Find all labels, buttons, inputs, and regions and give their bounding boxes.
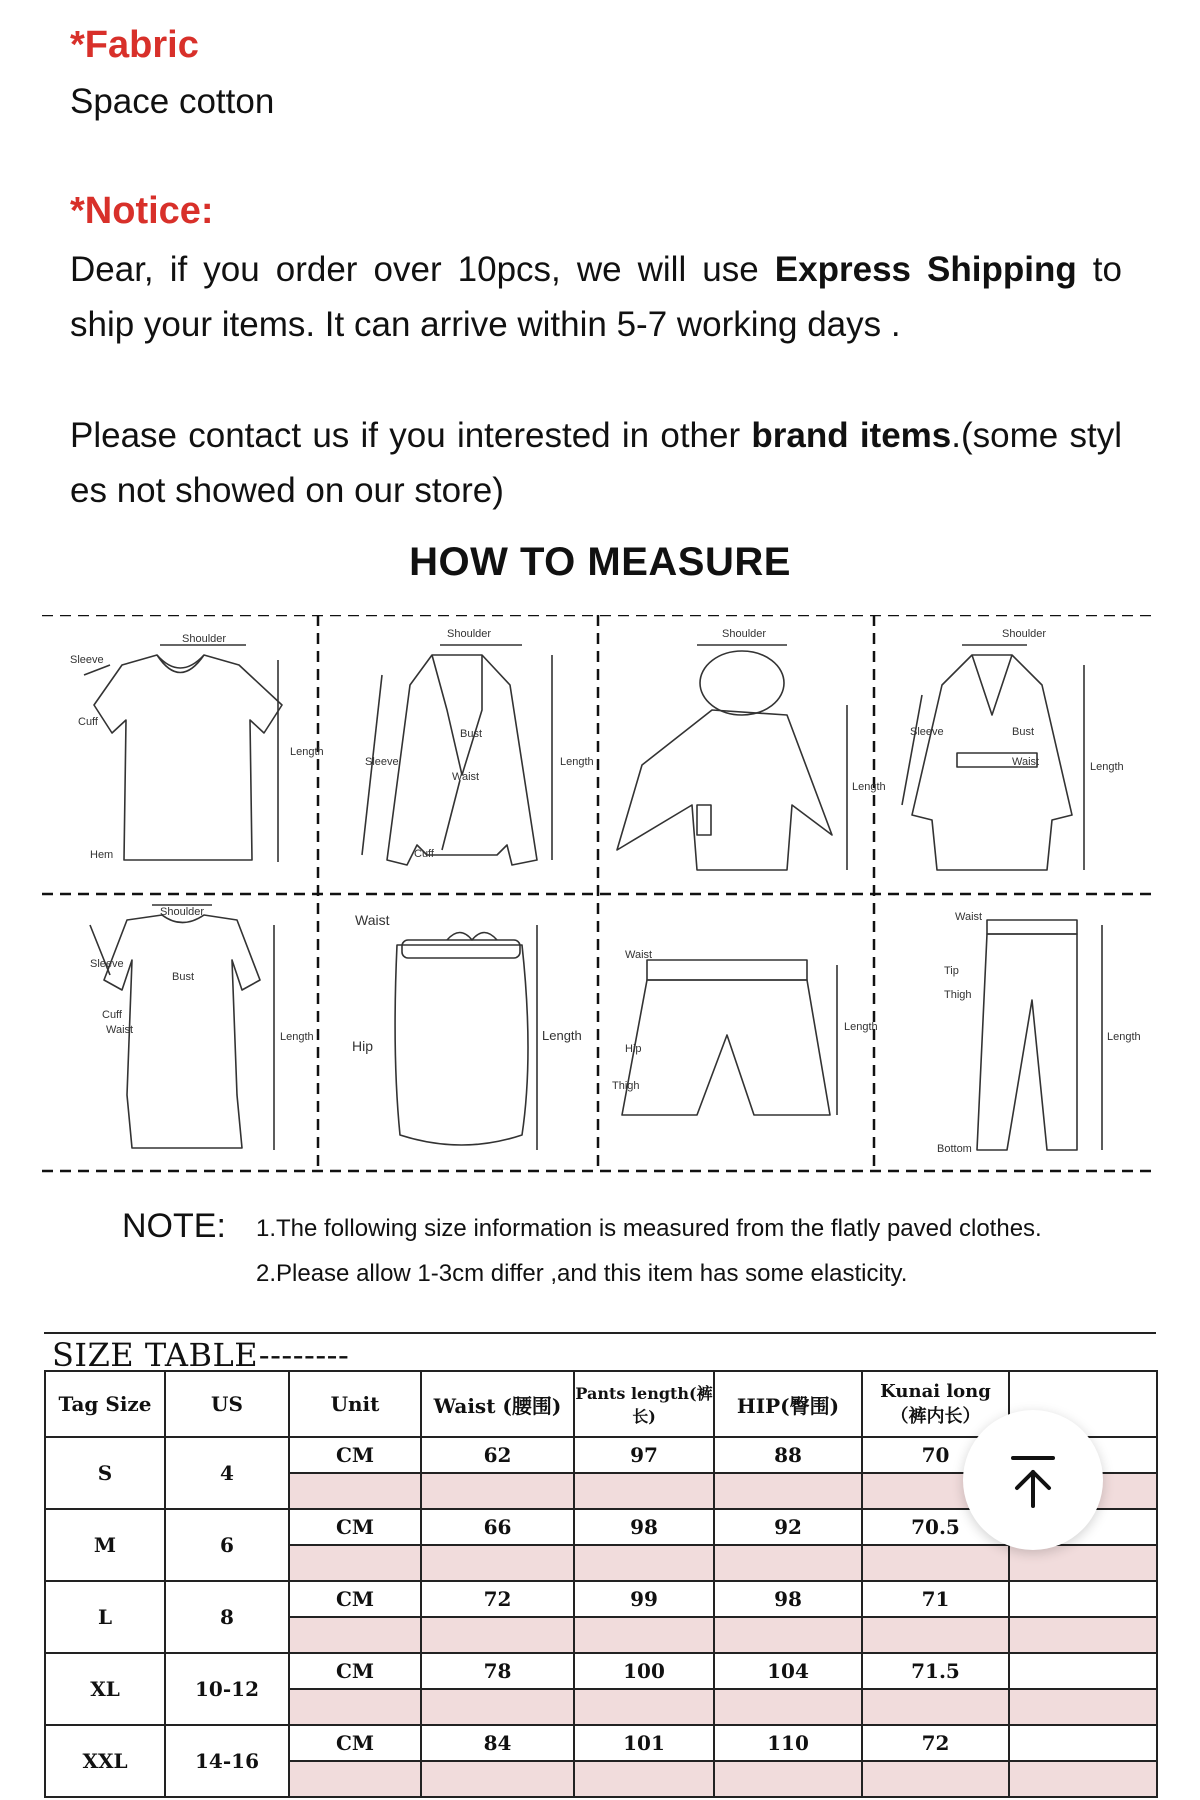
blazer-diagram: [362, 645, 552, 865]
header-unit: Unit: [289, 1371, 421, 1437]
belted-coat-diagram: [902, 645, 1084, 870]
table-row: [45, 1653, 1157, 1689]
fabric-value: Space cotton: [70, 82, 275, 121]
label-waist: Waist: [452, 771, 480, 783]
notice-line-1: Dear, if you order over 10pcs, we will use Express Shipping to: [70, 250, 1122, 289]
trousers-diagram: [977, 920, 1102, 1150]
cell-us: 6: [165, 1509, 289, 1581]
note-line-2: 2.Please allow 1-3cm differ ,and this item has some elasticity.: [256, 1260, 908, 1287]
cell-pants-length: 99: [574, 1581, 714, 1617]
label-length: Length: [280, 1031, 314, 1043]
cell-waist: 72: [421, 1581, 574, 1617]
label-shoulder: Shoulder: [722, 628, 767, 640]
label-length: Length: [1107, 1031, 1141, 1043]
label-hip: Hip: [352, 1038, 374, 1054]
cell-kunai: 70: [862, 1437, 1009, 1473]
how-to-measure-title: HOW TO MEASURE: [409, 540, 791, 584]
label-shoulder: Shoulder: [447, 628, 492, 640]
label-hip: Hip: [625, 1043, 642, 1055]
cell-us: 10-12: [165, 1653, 289, 1725]
label-cuff: Cuff: [102, 1009, 122, 1021]
label-shoulder: Shoulder: [160, 906, 205, 918]
label-cuff: Cuff: [78, 716, 98, 728]
cell-unit: CM: [289, 1437, 421, 1473]
cell-waist: 84: [421, 1725, 574, 1761]
header-us: US: [165, 1371, 289, 1437]
label-length: Length: [542, 1028, 582, 1043]
cell-tag: L: [45, 1581, 165, 1653]
tshirt-diagram: [84, 645, 282, 862]
label-waist: Waist: [1012, 756, 1040, 768]
cell-hip: 98: [714, 1581, 862, 1617]
cell-empty: [1009, 1725, 1157, 1761]
label-shoulder: Shoulder: [1002, 628, 1047, 640]
label-shoulder: Shoulder: [182, 633, 227, 645]
cell-us: 4: [165, 1437, 289, 1509]
cell-pants-length: 101: [574, 1725, 714, 1761]
cell-unit: CM: [289, 1725, 421, 1761]
table-row: [45, 1725, 1157, 1761]
cell-empty: [1009, 1653, 1157, 1689]
skirt-diagram: [395, 925, 537, 1150]
label-thigh: Thigh: [612, 1080, 640, 1092]
label-waist: Waist: [625, 949, 653, 961]
note-line-1: 1.The following size information is measured from the flatly paved clothes.: [256, 1215, 1042, 1242]
table-row: [45, 1581, 1157, 1617]
size-table-title: SIZE TABLE--------: [52, 1336, 350, 1374]
cell-pants-length: 98: [574, 1509, 714, 1545]
cell-waist: 62: [421, 1437, 574, 1473]
notice-line-2: ship your items. It can arrive within 5-7 working days .: [70, 305, 901, 344]
notice-heading: *Notice:: [70, 190, 214, 232]
measurement-diagram-grid: [42, 615, 1157, 1173]
label-thigh: Thigh: [944, 989, 972, 1001]
cell-hip: 104: [714, 1653, 862, 1689]
label-bust: Bust: [1012, 726, 1035, 738]
label-length: Length: [852, 781, 886, 793]
cell-pants-length: 97: [574, 1437, 714, 1473]
label-waist: Waist: [355, 912, 390, 928]
cell-kunai: 72: [862, 1725, 1009, 1761]
shorts-diagram: [622, 960, 837, 1115]
label-sleeve: Sleeve: [90, 958, 124, 970]
cell-us: 8: [165, 1581, 289, 1653]
cell-waist: 66: [421, 1509, 574, 1545]
cell-kunai: 71.5: [862, 1653, 1009, 1689]
contact-line-1: Please contact us if you interested in other brand items.(some styl: [70, 416, 1122, 455]
label-bust: Bust: [460, 728, 483, 740]
cell-unit: CM: [289, 1653, 421, 1689]
label-sleeve: Sleeve: [70, 654, 104, 666]
cape-coat-diagram: [617, 645, 847, 870]
label-tip: Tip: [944, 965, 959, 977]
back-to-top-button[interactable]: [963, 1410, 1103, 1550]
label-waist: Waist: [955, 911, 983, 923]
header-hip: HIP(臀围): [714, 1371, 862, 1437]
note-label: NOTE:: [122, 1207, 226, 1245]
cell-unit: CM: [289, 1581, 421, 1617]
cell-us: 14-16: [165, 1725, 289, 1797]
cell-waist: 78: [421, 1653, 574, 1689]
label-bottom: Bottom: [937, 1143, 972, 1155]
cell-unit: CM: [289, 1509, 421, 1545]
contact-line-2: es not showed on our store): [70, 471, 504, 510]
cell-hip: 92: [714, 1509, 862, 1545]
cell-empty: [1009, 1581, 1157, 1617]
header-waist: Waist (腰围): [421, 1371, 574, 1437]
label-bust: Bust: [172, 971, 195, 983]
cell-kunai: 71: [862, 1581, 1009, 1617]
header-kunai-long: Kunai long（裤内长）: [862, 1371, 1009, 1437]
cell-tag: XXL: [45, 1725, 165, 1797]
label-length: Length: [560, 756, 594, 768]
cell-hip: 110: [714, 1725, 862, 1761]
label-hem: Hem: [90, 849, 114, 861]
label-cuff: Cuff: [414, 848, 434, 860]
header-pants-length: Pants length(裤长): [574, 1371, 714, 1437]
cell-kunai: 70.5: [862, 1509, 1009, 1545]
label-waist: Waist: [106, 1024, 134, 1036]
label-length: Length: [1090, 761, 1124, 773]
size-table-top-rule: [44, 1332, 1156, 1334]
arrow-up-to-top-icon: [963, 1410, 1103, 1550]
cell-pants-length: 100: [574, 1653, 714, 1689]
cell-tag: M: [45, 1509, 165, 1581]
fabric-heading: *Fabric: [70, 24, 199, 66]
cell-hip: 88: [714, 1437, 862, 1473]
label-sleeve: Sleeve: [365, 756, 399, 768]
label-length: Length: [844, 1021, 878, 1033]
label-length: Length: [290, 746, 324, 758]
cell-tag: XL: [45, 1653, 165, 1725]
label-sleeve: Sleeve: [910, 726, 944, 738]
cell-tag: S: [45, 1437, 165, 1509]
header-tag-size: Tag Size: [45, 1371, 165, 1437]
